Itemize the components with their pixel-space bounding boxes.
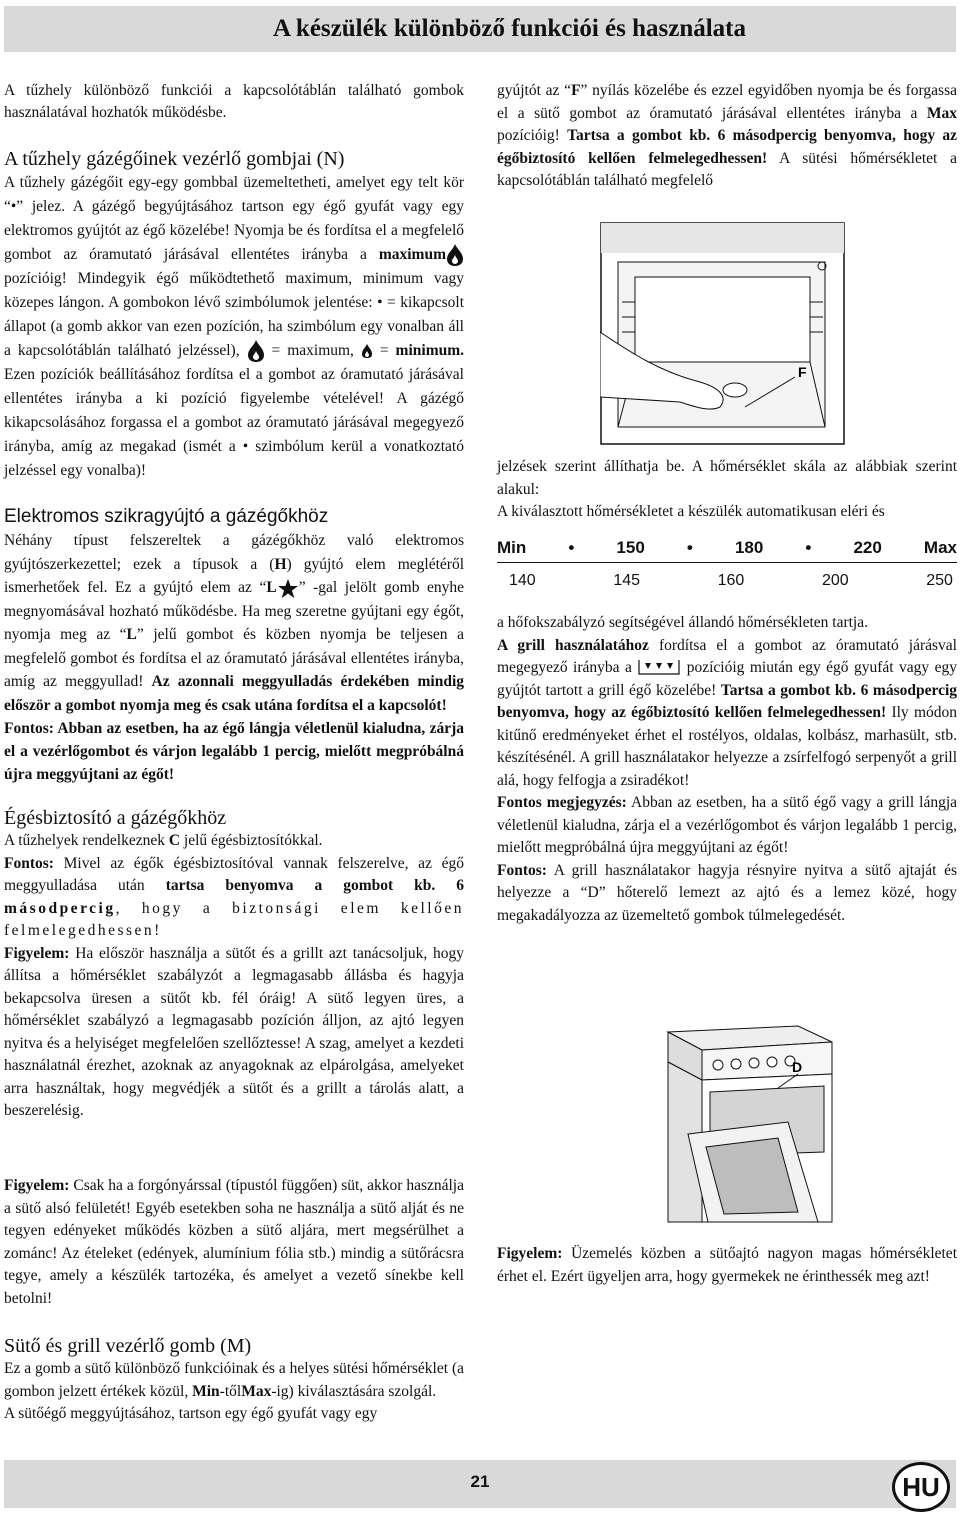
title-bar: [4, 6, 956, 52]
min-flame-icon: [361, 343, 373, 359]
temp-dot: •: [805, 538, 812, 557]
temp-label: Min: [497, 538, 527, 557]
oven-interior-figure: [600, 222, 845, 445]
temp-label: 220: [853, 538, 882, 557]
language-badge: HU: [892, 1462, 950, 1512]
section-gas-knobs-title: A tűzhely gázégőinek vezérlő gombjai (N): [4, 147, 345, 170]
section-igniter-title: Elektromos szikragyújtó a gázégőkhöz: [4, 506, 329, 528]
grill-symbol-icon: [637, 658, 681, 678]
temp-scale-values-row: [497, 567, 957, 595]
section-flame-guard-title: Égésbiztosító a gázégőkhöz: [4, 807, 227, 830]
door-heat-warning: Figyelem: Üzemelés közben a sütőajtó nagyon magas hőmérsékletet érhet el. Ezért ügyeljen arra, hogy gyermekek ne érinthessék meg azt!: [497, 1245, 957, 1285]
max-flame-icon: [446, 243, 464, 267]
temp-label: 150: [616, 538, 645, 557]
temp-value: 200: [821, 572, 849, 589]
temp-value: 140: [509, 572, 536, 589]
figure-label-d: D: [792, 1059, 803, 1075]
temp-scale-labels-row: [497, 534, 957, 563]
rotisserie-warning: Figyelem: Csak ha a forgónyárssal (típustól függően) süt, akkor használja a sütő alsó felületét! Egyéb esetekben sohа ne használja a sütő alját és ne tegyen edényeket működés közben a sütő aljára, mert megsérülhet a zománc! Az ételeket (edények, alumínium fólia stb.) mindig a sütőrácsra tegye, amely a készülék tartozéka, és amelyet a vezető sínekbe kell betolni!: [4, 1177, 464, 1307]
stove-door-figure: [628, 1022, 842, 1224]
left-column-lower: [4, 1175, 464, 1426]
intro-paragraph: A tűzhely különböző funkciói a kapcsolótáblán található gombok használatával hozhatók működésbe.: [4, 82, 464, 122]
spark-star-icon: [277, 578, 299, 600]
temp-value: 250: [926, 572, 953, 589]
section-oven-knob-text: Ez a gomb a sütő különböző funkcióinak és a helyes sütési hőmérséklet (a gombon jelzett értékek közül, Min-tőlMax-ig) kiválasztására szolgál. A sütőégő meggyújtásához, tartson egy égő gyufát vagy egy: [4, 1360, 464, 1422]
section-gas-knobs-text: A tűzhely gázégőit egy-egy gombbal üzemeltetheti, amelyet egy telt kör “•” jelez. A gázégő begyújtásához tartson egy égő gyufát vagy egy elektromos gyújtót az égő közelébe! Nyomja be és fordítsa el a megfelelő gombot az óramutató járásával ellentétes irányba a maximum pozícióig! Mindegyik égő működtethető maximum, minimum vagy közepes lángon. A gombokon lévő szimbólumok jelentése: • = kikapcsolt állapot (a gomb akkor van ezen pozíción, ha szimbólum egy vonalban áll a kapcsolótáblán található jelzéssel), = maximum, = minimum. Ezen pozíciók beállításához fordítsa el a gombot az óramutató járásával ellentétes irányba a ki pozíció figyelembe vételével! A gázégő kikapcsolásához forgassa el a gombot az óramutató járásával megegyező irányba, amíg az megakad (ismét a • szimbólum kerül a vonatkoztató jelzéssel egy vonalba)!: [4, 173, 465, 480]
max-flame-icon: [247, 339, 265, 363]
right-column: [497, 80, 957, 193]
temp-label: Max: [923, 538, 957, 557]
page-number: 21: [470, 1472, 490, 1491]
right-column-grill: [497, 612, 957, 927]
section-oven-knob-title: Sütő és grill vezérlő gomb (M): [4, 1335, 252, 1357]
right-column-warning: [497, 1243, 957, 1288]
temp-dot: •: [568, 538, 575, 557]
temp-label: 180: [734, 538, 764, 557]
igniter-warning: Fontos: Abban az esetben, ha az égő lángja véletlenül kialudna, zárja el a vezérlőgombot és várjon legalább 1 percig, mielőtt megpróbálná újra meggyújtani az égőt!: [4, 720, 464, 784]
temp-dot: •: [686, 538, 693, 557]
temperature-scale-table: [497, 534, 957, 595]
temp-scale-intro: jelzések szerint állíthatja be. A hőmérséklet skála az alábbiak szerint alakul: A kiválasztott hőmérsékletet a készülék automatikusan eléri és: [497, 458, 957, 520]
left-column: [4, 80, 464, 1123]
temp-value: 145: [613, 572, 641, 589]
page-title: A készülék különböző funkciói és használata: [272, 15, 746, 42]
figure-label-f: F: [798, 364, 807, 380]
oven-ignition-text: gyújtót az “F” nyílás közelébe és ezzel egyidőben nyomja be és forgassa el a sütő gombot az óramutató járásával ellentétes irányba a Max pozícióig! Tartsa a gombot kb. 6 másodpercig benyomva, hogy az égőbiztosító kellően felmelegedhessen! A sütési hőmérsékletet a kapcsolótáblán található megfelelő: [497, 82, 958, 189]
grill-usage-text: a hőfokszabályzó segítségével állandó hőmérsékleten tartja. A grill használatához fordítsa el a gombot az óramutató járásval megegyező irányba a pozícióig miután egy égő gyufát vagy egy gyújtót tartott a grill égő közelébe! Tartsa a gombot kb. 6 másodpercig benyomva, hogy az égőbiztosító kellően felmelegedhessen! Ily módon kitűnő eredményeket érhet el rostélyos, oldalas, kolbász, marhasült, stb. készítésénél. A grill használatakor helyezze a zsírfelfogó serpenyőt a grill alá, hogy felfogja a zsiradékot! Fontos megjegyzés: Abban az esetben, ha a sütő égő vagy a grill lángja véletlenül kialudna, zárja el a vezérlőgombot és várjon legalább 1 percig, mielőtt megpróbálná újra meggyújtani az égőt! Fontos: A grill használatakor hagyja résnyire nyitva a sütő ajtaját és helyezze a “D” hőterelő lemezt az ajtó és a lemez közé, hogy megakadályozza az üzemeltető gombok túlmelegedését.: [497, 614, 958, 924]
section-igniter-text: Néhány típust felszereltek a gázégőkhöz való elektromos gyújtószerkezettel; ezek a típusok a (H) gyújtó elem meglétéről ismerhetőek fel. Ez a gyújtó elem az “L ” -gal jelölt gomb enyhe megnyomásával hozható működésbe. Ha meg szeretne gyújtani egy égőt, nyomja meg az “L” jelű gombot és közben nyomja be teljesen a megfelelő gombot és fordítsa el az óramutató járásával ellentétes irányba, amíg az meggyullad! Az azonnali meggyulladás érdekében mindig először a gombot nyomja meg és csak utána fordítsa el a kapcsolót!: [4, 532, 465, 714]
section-flame-guard-text: A tűzhelyek rendelkeznek C jelű égésbiztosítókkal. Fontos: Mivel az égők égésbiztosítóval vannak felszerelve, az égő meggyulladása után tartsa benyomva a gombot kb. 6 másodpercig, hogy a biztonsági elem kellően felmelegedhessen! Figyelem: Ha először használja a sütőt és a grillt azt tanácsoljuk, hogy állítsa a hőmérséklet szabályzót a legmagasabb állásba és hagyja bekapcsolva üresen a sütőt kb. fél óráig! A sütő legyen üres, a hőmérséklet szabályzó a legmagasabb pozíción álljon, az ajtó legyen nyitva és a helyiséget megfelelően szellőztesse! A szag, amelyet a kezdeti használatnál érezhet, azoknak az anyagoknak az elpárolgása, amelyeket arra használtak, hogy megvédjék a sütőt és a grillt a tárolás alatt, a beszerelésig.: [4, 832, 465, 1120]
footer-bar: [4, 1460, 956, 1508]
temp-value: 160: [717, 572, 745, 589]
right-column-mid: [497, 456, 957, 524]
